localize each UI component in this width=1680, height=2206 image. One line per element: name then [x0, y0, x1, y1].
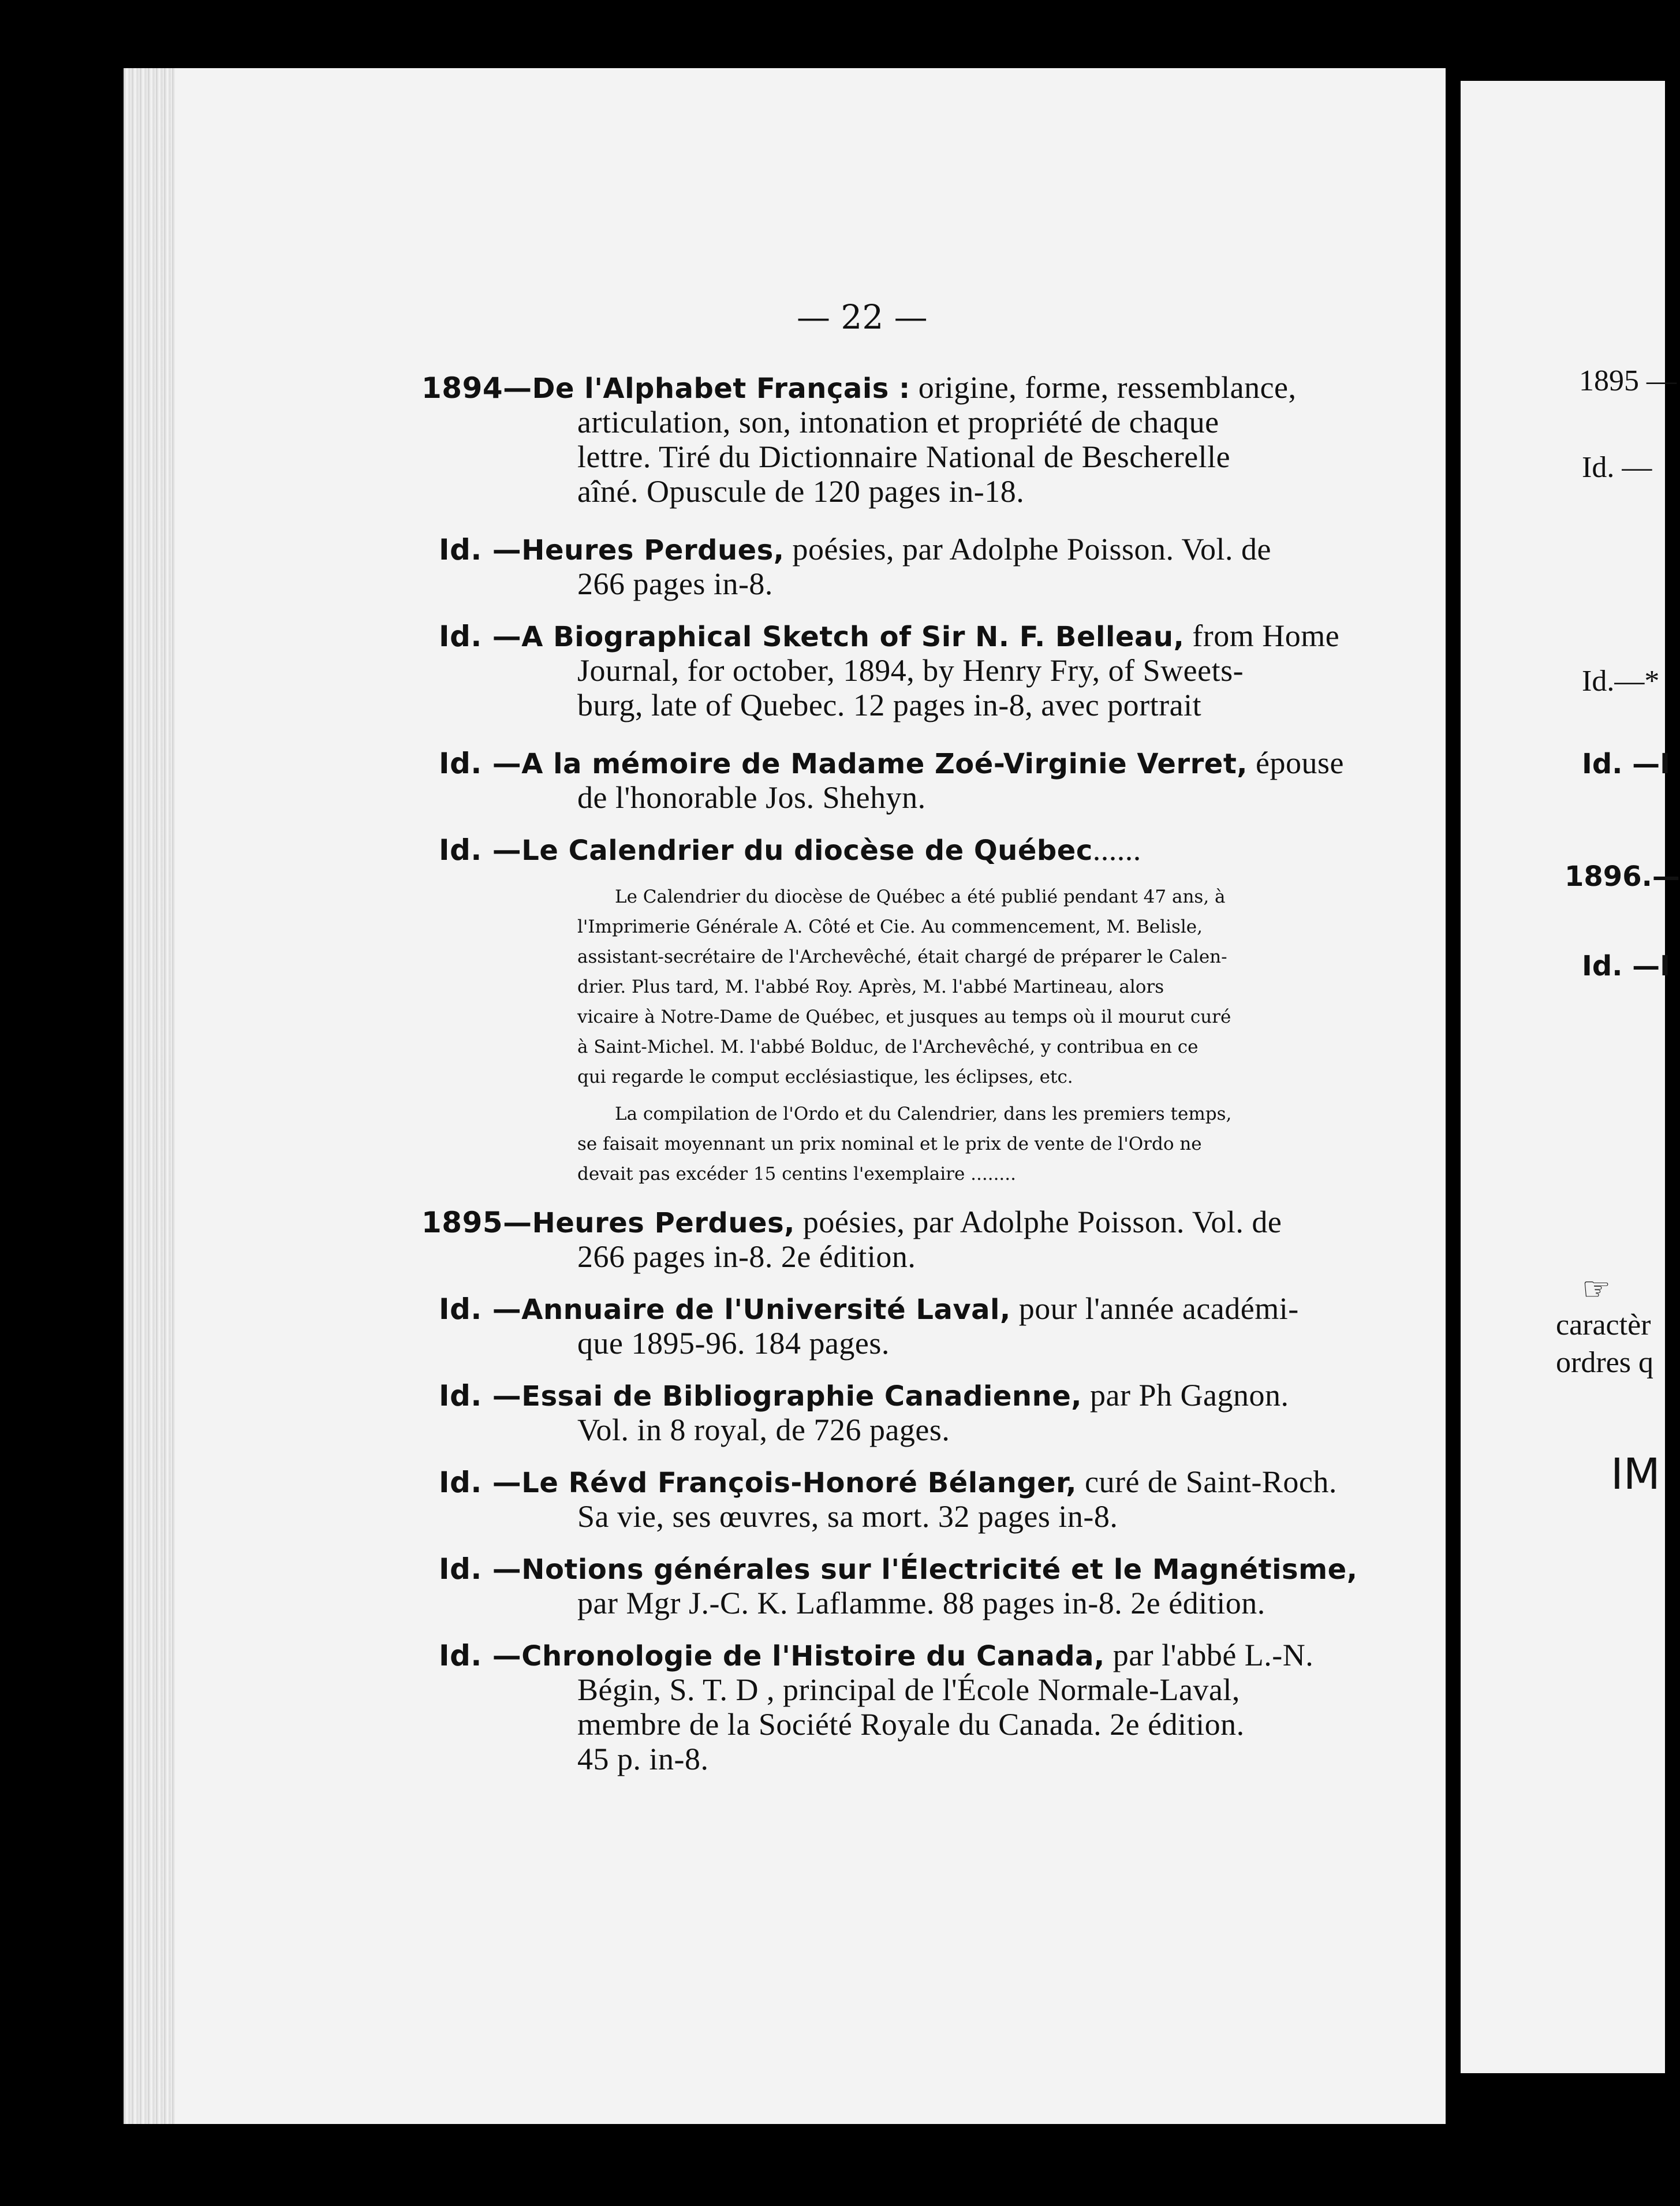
entry-continuation-line: burg, late of Quebec. 12 pages in-8, avec portrait	[577, 688, 1202, 722]
entry-text: épouse	[1248, 746, 1344, 780]
entry-year: Id. —	[439, 1639, 522, 1672]
entry-continuation-line: 266 pages in-8. 2e édition.	[577, 1239, 916, 1274]
entry-title: De l'Alphabet Français :	[532, 372, 910, 405]
next-page-fragment: Id.—*	[1582, 665, 1660, 698]
next-page-fragment: 1896.—	[1565, 860, 1680, 893]
entry-continuation-line: de l'honorable Jos. Shehyn.	[577, 780, 926, 815]
entry-first-line	[439, 618, 1339, 654]
entry-continuation-line: articulation, son, intonation et propriété de chaque	[577, 405, 1219, 439]
entry-continuation-line: Vol. in 8 royal, de 726 pages.	[577, 1413, 950, 1447]
note-line: l'Imprimerie Générale A. Côté et Cie. Au commencement, M. Belisle,	[577, 916, 1203, 937]
entry-text: origine, forme, ressemblance,	[910, 370, 1297, 405]
entry-continuation-line: lettre. Tiré du Dictionnaire National de Bescherelle	[577, 439, 1231, 474]
next-page-fragment: IM	[1611, 1449, 1660, 1499]
next-page-fragment: 1895 —	[1579, 364, 1677, 397]
entry-title: Annuaire de l'Université Laval,	[521, 1294, 1011, 1326]
entry-title: Chronologie de l'Histoire du Canada,	[521, 1640, 1105, 1672]
entry-year: Id. —	[439, 1292, 522, 1326]
entry-year: Id. —	[439, 620, 522, 653]
entry-title: A la mémoire de Madame Zoé-Virginie Verret,	[521, 748, 1248, 780]
entry-first-line	[421, 1204, 1282, 1240]
page-number: — 22 —	[797, 297, 928, 337]
entry-title: Le Calendrier du diocèse de Québec	[521, 834, 1093, 867]
entry-first-line	[439, 1377, 1289, 1413]
entry-first-line	[421, 370, 1297, 405]
entry-first-line	[439, 745, 1344, 781]
entry-title: A Biographical Sketch of Sir N. F. Belleau,	[521, 621, 1185, 653]
entry-text: pour l'année académi-	[1010, 1291, 1299, 1326]
entry-text: poésies, par Adolphe Poisson. Vol. de	[794, 1205, 1282, 1239]
note-line: assistant-secrétaire de l'Archevêché, était chargé de préparer le Calen-	[577, 947, 1227, 967]
entry-title: Heures Perdues,	[532, 1207, 795, 1239]
entry-continuation-line: 45 p. in-8.	[577, 1742, 709, 1776]
entry-first-line	[439, 832, 1141, 867]
entry-continuation-line: membre de la Société Royale du Canada. 2e édition.	[577, 1707, 1245, 1742]
note-line: à Saint-Michel. M. l'abbé Bolduc, de l'Archevêché, y contribua en ce	[577, 1037, 1199, 1057]
entry-title: Heures Perdues,	[521, 534, 785, 567]
entry-text: curé de Saint-Roch.	[1077, 1465, 1337, 1499]
entry-year: Id. —	[439, 1552, 522, 1586]
note-line: drier. Plus tard, M. l'abbé Roy. Après, M. l'abbé Martineau, alors	[577, 977, 1164, 997]
page-edges	[124, 68, 176, 2124]
entry-first-line	[439, 531, 1271, 567]
book-spine	[1446, 68, 1461, 2124]
note-line: devait pas excéder 15 centins l'exemplaire ........	[577, 1164, 1016, 1184]
entry-year: Id. —	[439, 533, 522, 567]
entry-first-line	[439, 1464, 1337, 1500]
entry-continuation-line: Journal, for october, 1894, by Henry Fry, of Sweets-	[577, 653, 1244, 688]
note-line: se faisait moyennant un prix nominal et le prix de vente de l'Ordo ne	[577, 1134, 1202, 1154]
next-page-fragment: Id. —I	[1582, 950, 1671, 982]
pointing-hand-icon: ☞	[1582, 1270, 1611, 1308]
entry-continuation-line: aîné. Opuscule de 120 pages in-18.	[577, 474, 1025, 509]
next-page-fragment: ordres q	[1556, 1346, 1653, 1379]
entry-year: Id. —	[439, 1466, 522, 1499]
entry-continuation-line: Bégin, S. T. D , principal de l'École Normale-Laval,	[577, 1672, 1240, 1707]
entry-first-line	[439, 1291, 1299, 1326]
entry-year: Id. —	[439, 747, 522, 780]
next-page-fragment: Id. —I	[1582, 748, 1671, 780]
entry-title: Essai de Bibliographie Canadienne,	[521, 1380, 1082, 1413]
entry-continuation-line: que 1895-96. 184 pages.	[577, 1326, 890, 1361]
next-page-fragment: Id. —	[1582, 451, 1652, 484]
note-line: vicaire à Notre-Dame de Québec, et jusques au temps où il mourut curé	[577, 1007, 1231, 1027]
entry-continuation-line: par Mgr J.-C. K. Laflamme. 88 pages in-8. 2e édition.	[577, 1586, 1265, 1620]
note-line: Le Calendrier du diocèse de Québec a été publié pendant 47 ans, à	[615, 886, 1226, 907]
entry-continuation-line: Sa vie, ses œuvres, sa mort. 32 pages in-8.	[577, 1499, 1118, 1534]
entry-first-line	[439, 1551, 1357, 1586]
entry-text: ......	[1092, 832, 1141, 867]
entry-text: from Home	[1184, 618, 1340, 653]
entry-continuation-line: 266 pages in-8.	[577, 567, 773, 601]
entry-first-line	[439, 1637, 1313, 1673]
entry-year: 1894—	[421, 371, 532, 405]
entry-text: par l'abbé L.-N.	[1104, 1638, 1314, 1672]
entry-year: Id. —	[439, 1379, 522, 1413]
entry-title: Le Révd François-Honoré Bélanger,	[521, 1467, 1077, 1499]
entry-text: par Ph Gagnon.	[1082, 1378, 1289, 1413]
entry-year: 1895—	[421, 1206, 532, 1239]
entry-text: poésies, par Adolphe Poisson. Vol. de	[784, 532, 1272, 567]
note-line: qui regarde le comput ecclésiastique, les éclipses, etc.	[577, 1067, 1073, 1087]
next-page-fragment: caractèr	[1556, 1309, 1651, 1342]
note-line: La compilation de l'Ordo et du Calendrier, dans les premiers temps,	[615, 1104, 1232, 1124]
entry-year: Id. —	[439, 833, 522, 867]
entry-title: Notions générales sur l'Électricité et le Magnétisme,	[521, 1553, 1358, 1586]
